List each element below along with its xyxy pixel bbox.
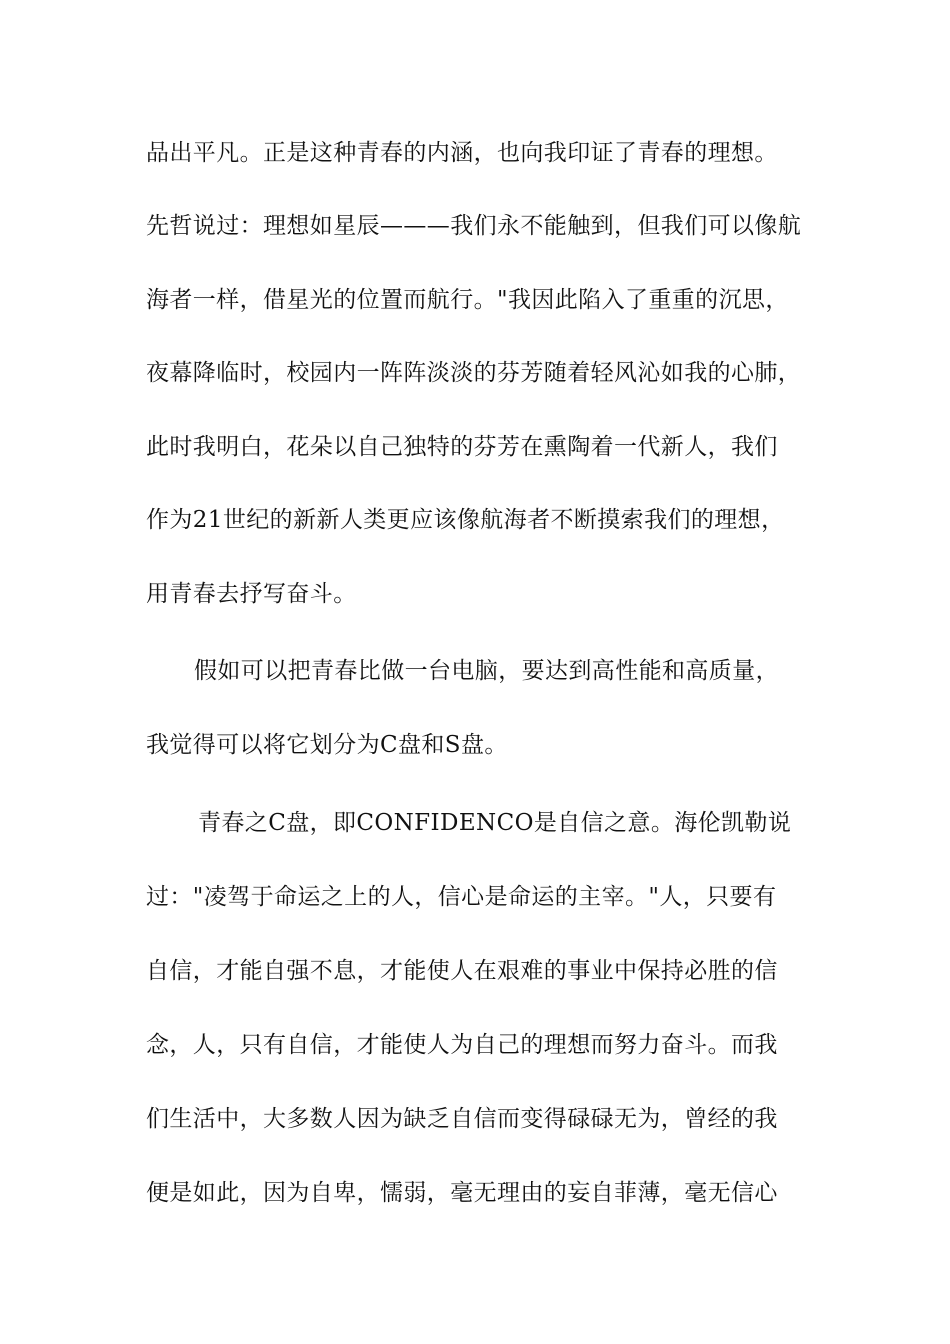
paragraph-first-line: 假如可以把青春比做一台电脑，要达到高性能和高质量， <box>194 658 779 684</box>
text-line: 们生活中，大多数人因为缺乏自信而变得碌碌无为，曾经的我 <box>146 1106 778 1132</box>
text-line: 过："凌驾于命运之上的人，信心是命运的主宰。"人，只要有 <box>146 884 777 910</box>
text-line: 便是如此，因为自卑，懦弱，毫无理由的妄自菲薄，毫无信心 <box>146 1180 778 1206</box>
text-line: 品出平凡。正是这种青春的内涵，也向我印证了青春的理想。 <box>146 140 778 166</box>
text-line: 海者一样，借星光的位置而航行。"我因此陷入了重重的沉思， <box>146 287 789 313</box>
text-line: 用青春去抒写奋斗。 <box>146 581 357 607</box>
paragraph-first-line: 青春之C盘，即CONFIDENCO是自信之意。海伦凯勒说 <box>198 810 792 836</box>
text-line: 此时我明白，花朵以自己独特的芬芳在熏陶着一代新人，我们 <box>146 434 778 460</box>
text-line: 作为21世纪的新新人类更应该像航海者不断摸索我们的理想， <box>146 507 785 533</box>
text-line: 我觉得可以将它划分为C盘和S盘。 <box>146 732 508 758</box>
text-line: 自信，才能自强不息，才能使人在艰难的事业中保持必胜的信 <box>146 958 778 984</box>
text-line: 念，人，只有自信，才能使人为自己的理想而努力奋斗。而我 <box>146 1032 778 1058</box>
text-line: 夜幕降临时，校园内一阵阵淡淡的芬芳随着轻风沁如我的心肺， <box>146 360 802 386</box>
text-line: 先哲说过：理想如星辰———我们永不能触到，但我们可以像航 <box>146 213 802 239</box>
